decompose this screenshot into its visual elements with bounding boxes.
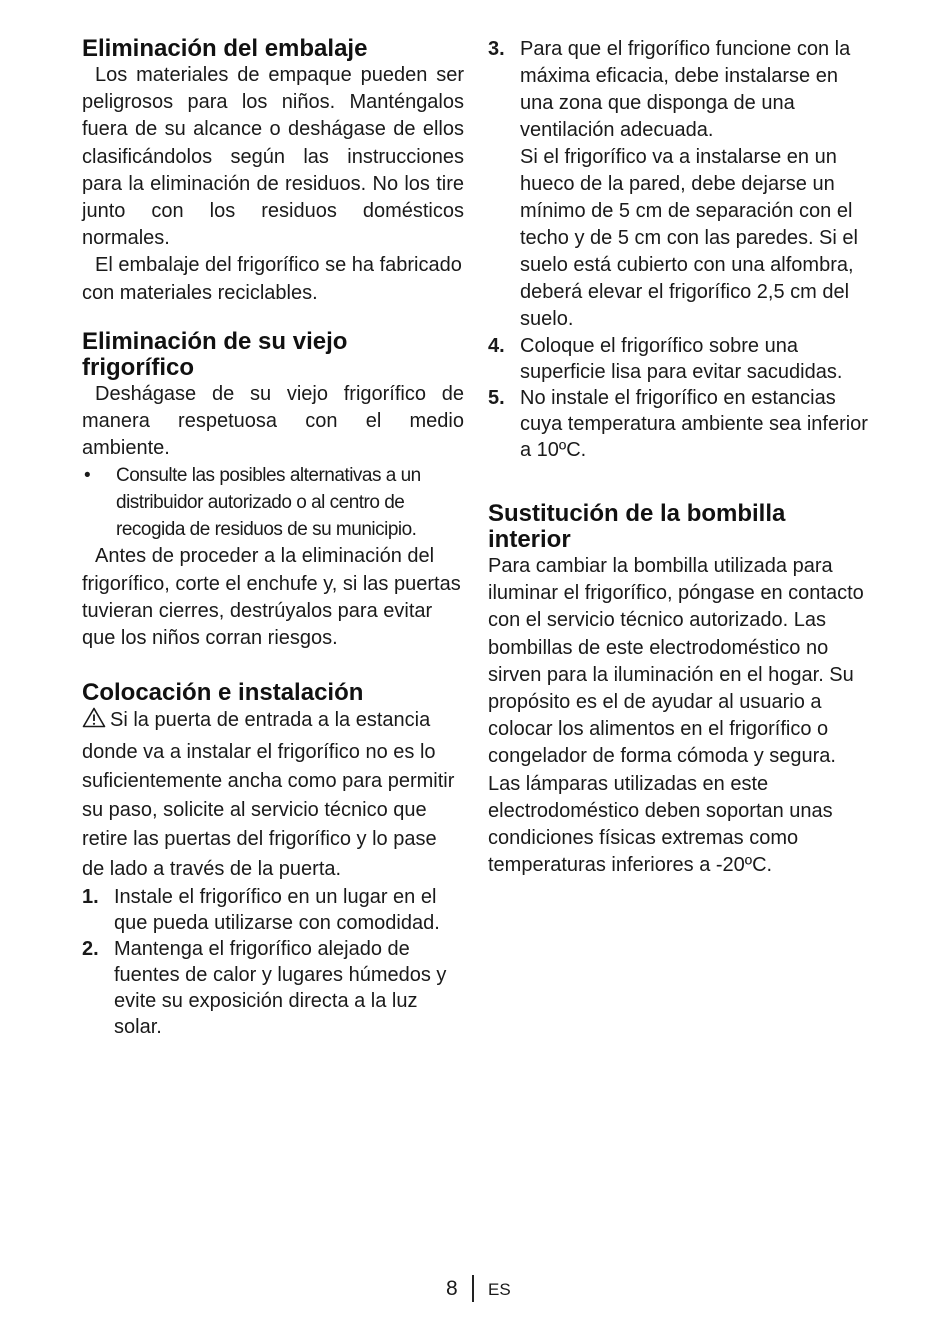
list-item [488,333,873,385]
installation-warning [82,706,464,884]
list-item-number: 4. [488,335,505,357]
list-item [488,36,873,333]
left-column [82,36,464,1040]
installation-list-part-2 [488,36,873,463]
installation-list-part-1 [82,884,464,1040]
list-item-body [520,36,873,333]
list-item [82,884,464,936]
list-item-extra-text: Si el frigorífico va a instalarse en un hueco de la pared, debe dejarse un mínimo de 5 cm de separación con el techo y de 5 cm con las paredes. Si el suelo está cubierto con una alfombra, deberá elevar el frigorífico 2,5 cm del suelo. [520,146,858,330]
bullet-icon: • [84,465,91,487]
list-item-text: Coloque el frigorífico sobre una superficie lisa para evitar sacudidas. [520,335,843,383]
list-item-number: 3. [488,38,505,60]
list-item-number: 2. [82,938,99,961]
page-footer [0,1276,950,1304]
page-number: 8 [446,1277,458,1300]
list-item-text: Instale el frigorífico en un lugar en el que pueda utilizarse con comodidad. [114,886,440,935]
warning-text: Si la puerta de entrada a la estancia donde va a instalar el frigorífico no es lo suficientemente ancha como para permitir su paso, solicite al servicio técnico que retire las puertas del frigorífico y lo pase de lado a través de la puerta. [82,709,455,880]
right-column [488,36,873,879]
old-fridge-paragraph-1: Deshágase de su viejo frigorífico de manera respetuosa con el medio ambiente. [82,382,464,460]
list-item [488,385,873,463]
bulb-paragraph: Para cambiar la bombilla utilizada para iluminar el frigorífico, póngase en contacto con el servicio técnico autorizado. Las bombillas de este electrodoméstico no sirven para la iluminación en el hogar. Su propósito es el de ayudar al usuario a colocar los alimentos en el frigorífico o congelador de forma cómoda y segura. Las lámparas utilizadas en este electrodoméstico deben soportan unas condiciones físicas extremas como temperaturas inferiores a -20ºC. [488,555,864,877]
footer-divider [472,1275,474,1302]
packaging-paragraph-2: El embalaje del frigorífico se ha fabricado con materiales reciclables. [82,254,462,304]
list-item [82,936,464,1040]
packaging-paragraph-1: Los materiales de empaque pueden ser peligrosos para los niños. Manténgalos fuera de su alcance o deshágase de ellos clasificándolos según las instrucciones para la eliminación de residuos. No los tire junto con los residuos domésticos normales. [82,64,464,250]
section-title-bulb: Sustitución de la bombilla interior [488,500,786,553]
warning-triangle-icon [82,707,106,737]
old-fridge-bullet-item [82,462,464,543]
list-item-number: 1. [82,886,99,909]
section-title-installation: Colocación e instalación [82,679,364,707]
list-item-number: 5. [488,387,505,409]
list-item-text: No instale el frigorífico en estancias cuya temperatura ambiente sea inferior a 10ºC. [520,387,868,461]
bullet-text: Consulte las posibles alternativas a un distribuidor autorizado o al centro de recogida de residuos de su municipio. [116,465,421,541]
section-title-old-fridge: Eliminación de su viejo frigorífico [82,327,348,381]
language-code: ES [488,1280,511,1299]
list-item-text: Mantenga el frigorífico alejado de fuentes de calor y lugares húmedos y evite su exposición directa a la luz solar. [114,938,447,1039]
section-title-packaging: Eliminación del embalaje [82,35,368,62]
old-fridge-paragraph-2: Antes de proceder a la eliminación del frigorífico, corte el enchufe y, si las puertas tuvieran cierres, destrúyalos para evitar que los niños corran riesgos. [82,545,461,650]
list-item-text: Para que el frigorífico funcione con la máxima eficacia, debe instalarse en una zona que disponga de una ventilación adecuada. [520,38,851,141]
